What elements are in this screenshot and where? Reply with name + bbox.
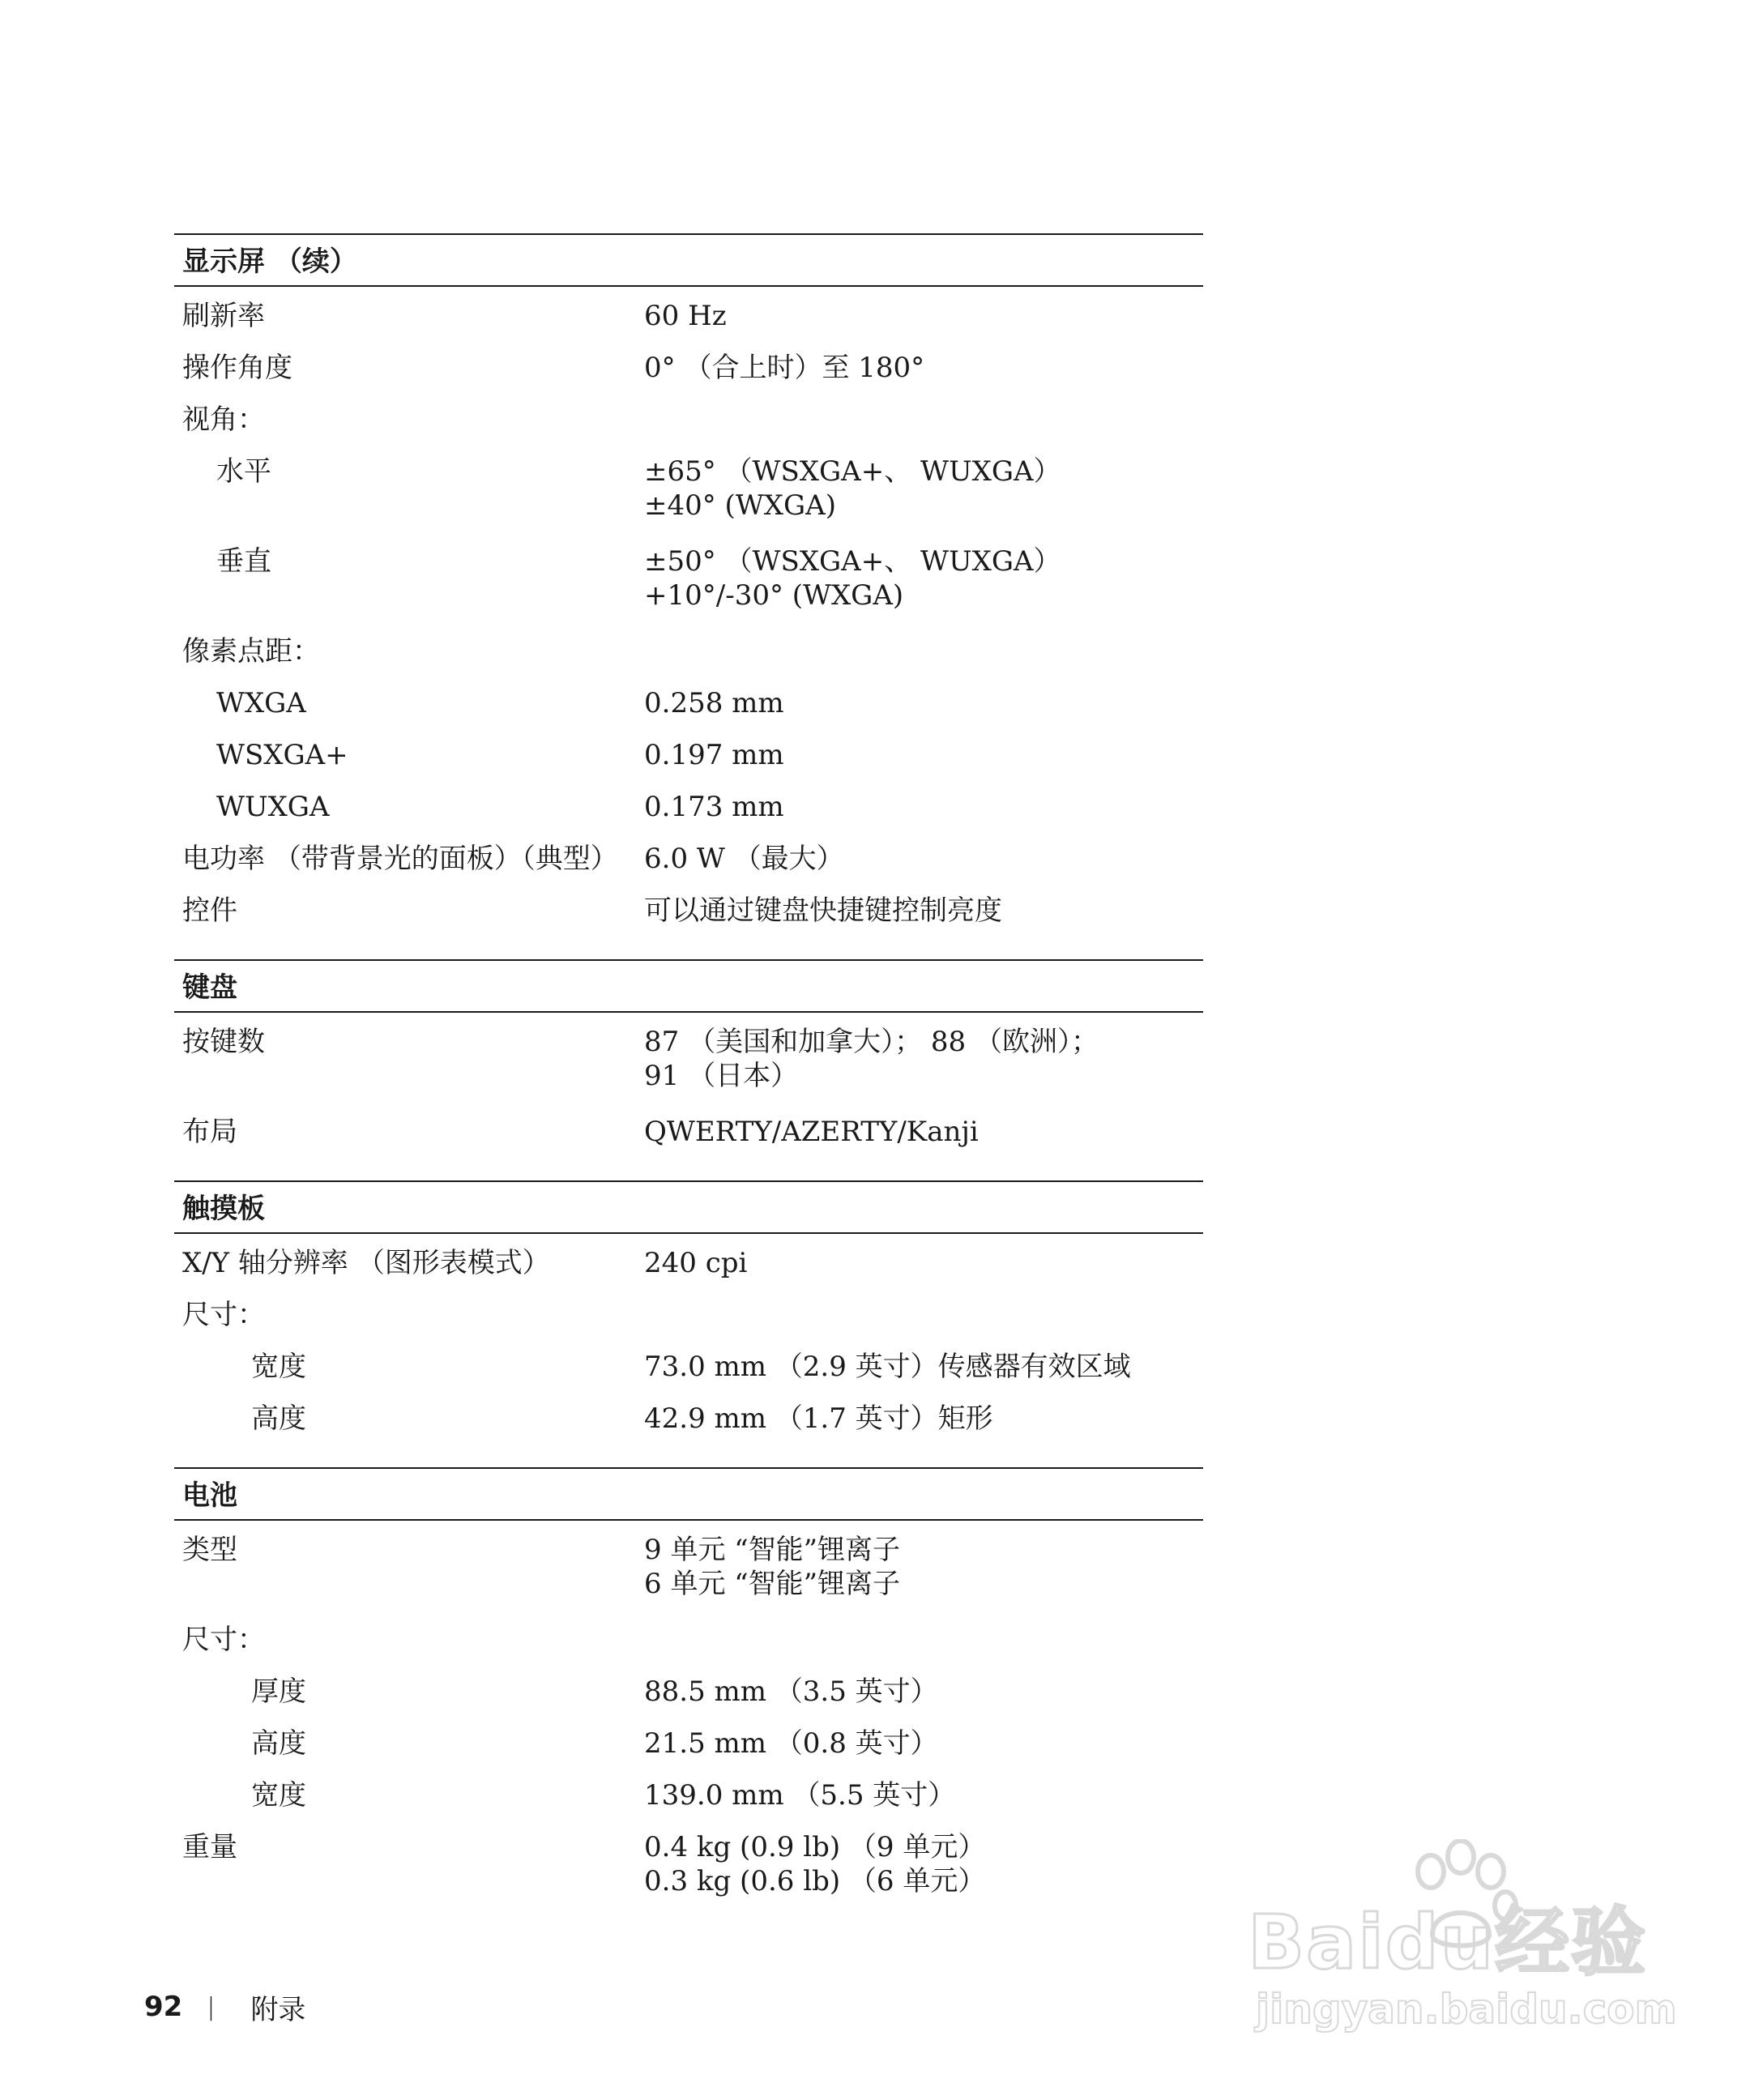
spec-value: [644, 544, 1203, 612]
spec-value: [644, 1830, 1203, 1898]
spec-value-line: 0° （合上时）至 180°: [644, 352, 925, 384]
spec-row: [174, 885, 1203, 937]
spec-label: WUXGA: [216, 791, 330, 823]
spec-value-line: 0.173 mm: [644, 791, 784, 823]
spec-value: [644, 842, 1203, 876]
spec-row: [174, 729, 1203, 781]
footer-section-name: 附录: [250, 1993, 306, 2026]
spec-label: 高度: [251, 1402, 306, 1435]
spec-label: 电功率 （带背景光的面板）（典型）: [182, 843, 618, 875]
spec-row: [174, 1769, 1203, 1821]
spec-row: [174, 1106, 1203, 1158]
spec-value-line: 240 cpi: [644, 1247, 748, 1279]
page-footer: [144, 1987, 305, 2027]
spec-value: [644, 1778, 1203, 1812]
spec-label: 控件: [182, 894, 237, 927]
spec-value: [644, 351, 1203, 385]
spec-row: [174, 1393, 1203, 1445]
spec-value-line: 6.0 W （最大）: [644, 843, 844, 875]
spec-row: [174, 1614, 1203, 1666]
spec-value-line: 91 （日本）: [644, 1060, 799, 1092]
spec-row: [174, 625, 1203, 677]
spec-value: [644, 1350, 1203, 1384]
spec-value-line: +10°/-30° (WXGA): [644, 579, 904, 612]
section-title: 键盘: [174, 959, 1203, 1013]
spec-label: WSXGA+: [216, 739, 348, 771]
spec-label: 布局: [182, 1116, 237, 1148]
spec-label: 垂直: [216, 545, 271, 578]
spec-label: 类型: [182, 1534, 237, 1566]
spec-value: [644, 1727, 1203, 1761]
spec-table: [174, 233, 1203, 1911]
spec-value-line: 9 单元 “智能”锂离子: [644, 1534, 901, 1566]
spec-value-line: 6 单元 “智能”锂离子: [644, 1568, 901, 1600]
page-number: 92: [144, 1991, 183, 2023]
spec-value-line: QWERTY/AZERTY/Kanji: [644, 1116, 979, 1148]
spec-value-line: 87 （美国和加拿大）； 88 （欧洲）；: [644, 1026, 1099, 1058]
spec-row: [174, 1289, 1203, 1341]
spec-value-line: 88.5 mm （3.5 英寸）: [644, 1675, 938, 1708]
spec-value: [644, 1246, 1203, 1280]
spec-value: [644, 894, 1203, 928]
spec-value: [644, 1025, 1203, 1093]
spec-value: [644, 1533, 1203, 1601]
spec-value-line: 0.3 kg (0.6 lb) （6 单元）: [644, 1865, 986, 1897]
spec-label: WXGA: [216, 687, 306, 719]
spec-label: 像素点距：: [182, 635, 320, 668]
spec-row: [174, 781, 1203, 833]
spec-row: [174, 1821, 1203, 1911]
spec-value-line: 0.197 mm: [644, 739, 784, 771]
spec-label: 尺寸：: [182, 1624, 265, 1656]
spec-label: 视角：: [182, 403, 265, 436]
spec-row: [174, 1237, 1203, 1289]
spec-value-line: 73.0 mm （2.9 英寸）传感器有效区域: [644, 1351, 1131, 1383]
spec-value: [644, 299, 1203, 333]
section-title: 触摸板: [174, 1180, 1203, 1234]
baidu-watermark: [1248, 1839, 1677, 2034]
spec-row: [174, 1666, 1203, 1718]
spec-value-line: 139.0 mm （5.5 英寸）: [644, 1779, 956, 1812]
spec-value-line: 0.258 mm: [644, 687, 784, 719]
spec-label: 重量: [182, 1831, 237, 1863]
spec-value-line: 0.4 kg (0.9 lb) （9 单元）: [644, 1831, 986, 1863]
section-title: 电池: [174, 1467, 1203, 1521]
spec-row: [174, 536, 1203, 625]
spec-section: [174, 959, 1203, 1158]
spec-value: [644, 686, 1203, 720]
spec-label: 宽度: [251, 1779, 306, 1812]
spec-value-line: ±40° (WXGA): [644, 489, 836, 522]
spec-row: [174, 1016, 1203, 1106]
spec-row: [174, 446, 1203, 536]
spec-value-line: 60 Hz: [644, 300, 727, 332]
spec-row: [174, 1524, 1203, 1614]
spec-label: 按键数: [182, 1026, 265, 1058]
watermark-brand: Baidu经验: [1248, 1899, 1648, 1986]
spec-row: [174, 394, 1203, 446]
spec-value-line: 42.9 mm （1.7 英寸）矩形: [644, 1402, 993, 1435]
spec-value: [644, 738, 1203, 772]
spec-value: [644, 1402, 1203, 1436]
spec-row: [174, 290, 1203, 342]
spec-row: [174, 833, 1203, 885]
spec-label: 宽度: [251, 1351, 306, 1383]
spec-label: 厚度: [251, 1675, 306, 1708]
spec-section: [174, 1180, 1203, 1445]
spec-row: [174, 1718, 1203, 1769]
spec-row: [174, 677, 1203, 729]
spec-value-line: 21.5 mm （0.8 英寸）: [644, 1727, 938, 1760]
spec-label: 高度: [251, 1727, 306, 1760]
spec-value-line: 可以通过键盘快捷键控制亮度: [644, 894, 1002, 927]
spec-section: [174, 1467, 1203, 1911]
spec-section: [174, 233, 1203, 937]
spec-value: [644, 790, 1203, 824]
spec-value-line: ±50° （WSXGA+、 WUXGA）: [644, 545, 1061, 578]
watermark-url: jingyan.baidu.com: [1256, 1986, 1677, 2033]
spec-value-line: ±65° （WSXGA+、 WUXGA）: [644, 455, 1061, 488]
footer-separator: |: [207, 1992, 216, 2021]
section-title: 显示屏 （续）: [174, 233, 1203, 287]
spec-label: 水平: [216, 455, 271, 488]
spec-value: [644, 1675, 1203, 1709]
spec-label: 刷新率: [182, 300, 265, 332]
spec-row: [174, 342, 1203, 394]
spec-value: [644, 455, 1203, 523]
spec-row: [174, 1341, 1203, 1393]
spec-value: [644, 1115, 1203, 1149]
spec-label: X/Y 轴分辨率 （图形表模式）: [182, 1247, 550, 1279]
spec-label: 尺寸：: [182, 1299, 265, 1331]
spec-label: 操作角度: [182, 352, 292, 384]
